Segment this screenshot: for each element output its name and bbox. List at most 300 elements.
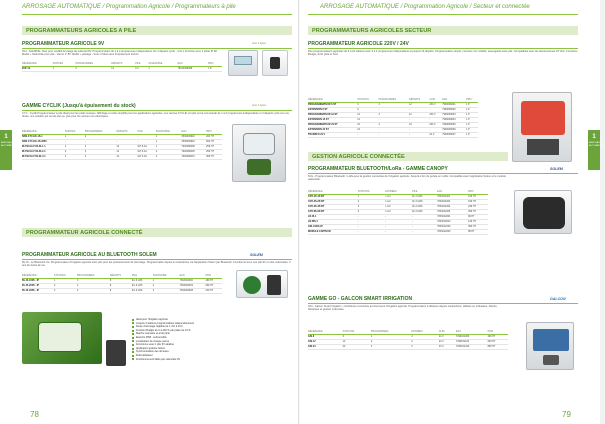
title-underline bbox=[22, 259, 292, 260]
column-header: PILE bbox=[137, 130, 155, 134]
table-cell: - bbox=[412, 214, 437, 219]
spec-table-body bbox=[22, 134, 222, 159]
table-cell: 3530009918 bbox=[181, 139, 206, 144]
feature-list bbox=[132, 318, 282, 361]
valve-icon bbox=[247, 159, 271, 175]
table-cell: - bbox=[412, 229, 437, 234]
table-cell: 649 HT bbox=[488, 339, 508, 344]
product-badge: Avec 4 lignes bbox=[252, 104, 267, 107]
table-cell: 1 bbox=[54, 278, 77, 283]
table-cell: - bbox=[358, 219, 386, 224]
reference-cell: SDN-CYCLIK-1S-2000 bbox=[22, 139, 65, 144]
table-cell: 230 V bbox=[429, 112, 442, 117]
column-header: DÉPARTS bbox=[110, 274, 132, 278]
table-cell: 7290101240 bbox=[456, 344, 488, 349]
table-cell: 1 bbox=[148, 66, 177, 71]
table-cell: 7833011006 bbox=[437, 209, 468, 214]
column-header: PRIX bbox=[466, 98, 478, 102]
table-cell: 78010099998 bbox=[178, 66, 208, 71]
reference-cell: CNY-6S-6P-BT bbox=[308, 209, 358, 214]
table-cell: 7900009006 bbox=[442, 127, 466, 132]
table-cell: 500 HT bbox=[206, 139, 222, 144]
smartphone-icon bbox=[267, 275, 281, 295]
table-cell: - bbox=[137, 139, 155, 144]
table-cell: 1 P bbox=[466, 112, 478, 117]
reference-cell: GSI-24 bbox=[308, 344, 343, 349]
table-cell: 399 HT bbox=[468, 224, 488, 229]
column-header: PRIX bbox=[205, 274, 222, 278]
reference-cell: EXTENSION 12 ST bbox=[308, 117, 357, 122]
column-header: DÉPARTS bbox=[111, 62, 135, 66]
reference-cell: TRANSFO 24 V bbox=[308, 132, 357, 137]
gateway-icon bbox=[543, 355, 559, 365]
table-cell: 8 bbox=[110, 278, 132, 283]
table-cell: - bbox=[429, 107, 442, 112]
column-header: RÉFÉRENCE bbox=[22, 274, 54, 278]
table-cell: 4 bbox=[85, 144, 117, 149]
table-cell: 4 bbox=[85, 154, 117, 159]
product-photo-solenoid bbox=[262, 50, 288, 76]
spec-table-body bbox=[308, 334, 508, 349]
table-cell: - bbox=[429, 127, 442, 132]
table-cell: - bbox=[85, 139, 117, 144]
table-cell: 159 HT bbox=[468, 194, 488, 199]
column-header: PRIX bbox=[468, 190, 488, 194]
table-cell: 9m 9 LR6 bbox=[412, 204, 437, 209]
table-cell: 12 bbox=[343, 339, 371, 344]
terminal-icon bbox=[527, 139, 559, 155]
table-cell: 1 1/2 bbox=[385, 209, 412, 214]
section-title: GESTION AGRICOLE CONNECTÉE bbox=[312, 153, 405, 160]
reference-cell: PROGRAMMATEUR 12 ST bbox=[308, 112, 357, 117]
title-underline bbox=[308, 48, 578, 49]
product-photo-220v bbox=[512, 92, 572, 162]
phone-photo-icon bbox=[106, 340, 126, 366]
solem-logo: SOLEM bbox=[550, 167, 563, 171]
table-cell: 9V/ 6 AA bbox=[137, 144, 155, 149]
controller-body-icon bbox=[243, 133, 275, 155]
table-cell: 259 HT bbox=[206, 144, 222, 149]
table-cell: 7900009004 bbox=[442, 117, 466, 122]
solem-logo: SOLEM bbox=[250, 253, 263, 257]
column-header: PRIX bbox=[488, 330, 508, 334]
table-cell: 24 V bbox=[439, 339, 456, 344]
table-cell: 7900009001 bbox=[442, 102, 466, 107]
table-cell: 4 bbox=[371, 344, 411, 349]
table-cell: 1 P bbox=[466, 132, 478, 137]
feature-item: Multi-utilisateur bbox=[132, 354, 282, 358]
table-cell: 2 bbox=[411, 339, 439, 344]
column-header: PROGRAMMES bbox=[77, 274, 110, 278]
spec-table-body bbox=[22, 66, 222, 71]
table-row bbox=[22, 66, 222, 71]
table-row bbox=[22, 288, 222, 293]
table-cell: 7833011001 bbox=[437, 194, 468, 199]
side-tab-number: 1 bbox=[592, 134, 596, 140]
reference-cell: GW-LORA-IP bbox=[308, 224, 358, 229]
reference-cell: MODULE CAPTEUR bbox=[308, 229, 358, 234]
table-cell: 499 HT bbox=[488, 334, 508, 339]
table-cell: - bbox=[412, 219, 437, 224]
table-cell: 12 bbox=[357, 117, 378, 122]
table-cell: 3 bbox=[379, 102, 409, 107]
feature-item: Fonctionne avec 1 pile 9V alcaline bbox=[132, 343, 282, 347]
table-cell: 9m 9 LR6 bbox=[412, 209, 437, 214]
column-header: SOLÉNOÏDE bbox=[148, 62, 177, 66]
table-cell: 4 bbox=[54, 288, 77, 293]
column-header: EAN bbox=[442, 98, 466, 102]
reference-cell: SDN-CYCLIK-1S-1 bbox=[22, 134, 65, 139]
feature-item: Fonctionnement fiable par solénoïde 9V bbox=[132, 358, 282, 362]
section-title: PROGRAMMATEURS AGRICOLES SECTEUR bbox=[312, 27, 432, 34]
column-header: PRIX bbox=[208, 62, 222, 66]
page-number: 79 bbox=[562, 410, 571, 419]
section-title: PROGRAMMATEURS AGRICOLES A PILE bbox=[26, 27, 137, 34]
table-cell: 24 V bbox=[439, 344, 456, 349]
column-header: RÉFÉRENCE bbox=[22, 62, 53, 66]
feature-item: Fonction Budget de 0 à 200 % par palier de 10 % bbox=[132, 329, 282, 333]
table-cell: 7902080007 bbox=[181, 154, 206, 159]
feature-item: Durée d'arrosage réglable de 1 min à 24 h bbox=[132, 325, 282, 329]
page-left bbox=[0, 0, 300, 424]
product-photo-galcon bbox=[526, 322, 574, 370]
table-cell: 1 1/2 bbox=[385, 199, 412, 204]
table-cell: 7900009007 bbox=[442, 132, 466, 137]
page-header: ARROSAGE AUTOMATIQUE / Programmation Agricole / Programmateurs à pile bbox=[22, 4, 236, 10]
feature-item: Synchronisation des données bbox=[132, 350, 282, 354]
table-cell: 24 V bbox=[429, 132, 442, 137]
table-cell: 259 HT bbox=[206, 149, 222, 154]
table-cell: 99 HT bbox=[468, 214, 488, 219]
table-cell: - bbox=[412, 224, 437, 229]
spec-table bbox=[308, 190, 488, 235]
table-cell: 199 HT bbox=[468, 199, 488, 204]
product-badge: Avec 9 lignes bbox=[252, 42, 267, 45]
spec-table bbox=[22, 130, 222, 160]
table-cell: 2 bbox=[411, 334, 439, 339]
table-cell: 7833012100 bbox=[437, 224, 468, 229]
table-cell: 9m 9 LR6 bbox=[132, 283, 153, 288]
solenoid-icon bbox=[270, 57, 280, 69]
table-cell: 16 bbox=[409, 122, 429, 127]
table-cell: 2 bbox=[65, 144, 85, 149]
bluetooth-controller-icon bbox=[243, 276, 261, 294]
column-header: PILE bbox=[412, 190, 437, 194]
table-cell: - bbox=[409, 127, 429, 132]
column-header: PILE bbox=[135, 62, 148, 66]
feature-item: Localisation de chaque vanne bbox=[132, 340, 282, 344]
table-cell: 12 bbox=[111, 66, 135, 71]
column-header: ENTRÉES bbox=[385, 190, 412, 194]
product-description: Des programmateurs agricoles de 6 à 24 stations avec 2 à 4 programmes indépendants et jusqu'à 16 départs. Programmation simple, mémoire non volatile, sauvegarde sans pile. Compatibles avec les électrovannes 24 VAC. Fonctions Budget, Arrêt pluie et Test. bbox=[308, 50, 578, 57]
table-cell: - bbox=[116, 134, 137, 139]
controller-red-icon bbox=[521, 101, 565, 135]
table-cell: - bbox=[385, 219, 412, 224]
table-cell: 2 bbox=[65, 149, 85, 154]
table-cell: 7900009003 bbox=[442, 112, 466, 117]
table-cell: 9m 9 LR6 bbox=[412, 199, 437, 204]
table-cell: 4 bbox=[371, 334, 411, 339]
table-cell: 6 bbox=[358, 209, 386, 214]
table-cell: 7290101120 bbox=[456, 339, 488, 344]
table-cell: 7833004304 bbox=[180, 283, 206, 288]
lcd-screen-icon bbox=[234, 56, 252, 65]
product-description: CYC - Cyclik Programmateur à pile Ideal pour les petits réseaux. Affichage et code simplifié pour les applications agricoles. Les vannes CYCLIK ont pile ont la commande de 1 à 2 programmes indépendants et 4 départs cycle sur une durée, une solution qui est de plus en plus pour les vannes non électriques. bbox=[22, 112, 289, 119]
table-cell: 6 bbox=[357, 102, 378, 107]
table-cell: 4 bbox=[358, 204, 386, 209]
title-underline bbox=[308, 173, 578, 174]
table-cell: 2 bbox=[54, 283, 77, 288]
table-cell: 1 bbox=[65, 134, 85, 139]
spec-table-body bbox=[308, 194, 488, 234]
table-cell: 8 bbox=[110, 283, 132, 288]
table-cell: - bbox=[357, 132, 378, 137]
reference-cell: IR-TECH-CYCLIK-4-1 bbox=[22, 154, 65, 159]
table-cell: 89 HT bbox=[468, 229, 488, 234]
column-header: EAN bbox=[178, 62, 208, 66]
reference-cell: GSI-12 bbox=[308, 339, 343, 344]
table-cell: 9m 9 LR6 bbox=[132, 288, 153, 293]
table-cell: 4 bbox=[371, 339, 411, 344]
column-header: SOLÉNOÏDE bbox=[156, 130, 182, 134]
column-header: RÉFÉRENCE bbox=[308, 330, 343, 334]
table-cell: 1 1/2 bbox=[385, 204, 412, 209]
table-row bbox=[308, 132, 478, 137]
column-header: RÉFÉRENCE bbox=[308, 190, 358, 194]
table-cell: 7833011004 bbox=[437, 204, 468, 209]
product-title: GAMME GO - GALCON SMART IRRIGATION bbox=[308, 296, 413, 302]
reference-cell: GSI-6 bbox=[308, 334, 343, 339]
table-cell: 230 V bbox=[429, 122, 442, 127]
spec-table bbox=[308, 330, 508, 350]
reference-cell: CNY-2S-2P-BT bbox=[308, 199, 358, 204]
table-cell: - bbox=[379, 117, 409, 122]
column-header: DÉPARTS bbox=[409, 98, 429, 102]
table-cell: 7833012200 bbox=[437, 229, 468, 234]
header-rule bbox=[308, 14, 578, 15]
feature-item: Marche manuelle et arrêt pluie bbox=[132, 332, 282, 336]
side-tab-label: ARROSAGE AUTOMATIQUE bbox=[589, 142, 605, 147]
table-cell: 12 bbox=[409, 102, 429, 107]
column-header: ENTRÉES bbox=[411, 330, 439, 334]
table-cell: 6 bbox=[343, 334, 371, 339]
column-header: SORTIES bbox=[65, 130, 85, 134]
section-side-tab[interactable] bbox=[0, 130, 17, 170]
table-cell: 2 bbox=[153, 283, 180, 288]
product-photo-cyclik bbox=[232, 124, 286, 182]
product-title: GAMME CYCLIK (Jusqu'à épuisement du stock) bbox=[22, 103, 136, 109]
column-header: EAN bbox=[437, 190, 468, 194]
page-header: ARROSAGE AUTOMATIQUE / Programmation Agricole / Secteur et connectée bbox=[320, 4, 530, 10]
title-underline bbox=[22, 110, 292, 111]
table-cell: 1 bbox=[156, 134, 182, 139]
column-header: SOLÉNOÏDE bbox=[153, 274, 180, 278]
column-header: PROGRAMMES bbox=[75, 62, 111, 66]
table-row bbox=[308, 229, 488, 234]
product-description: SOL - Programmateur Bluetooth / LoRa pour la gestion connectée de l'irrigation agricole. Jusqu'à 2 km de portée en LoRa. Compatible avec l'application Solem et le module passerelle. bbox=[308, 175, 506, 182]
column-header: STATIONS bbox=[54, 274, 77, 278]
spec-table bbox=[308, 98, 478, 138]
table-cell: - bbox=[137, 134, 155, 139]
table-cell: - bbox=[379, 127, 409, 132]
table-cell: - bbox=[385, 229, 412, 234]
title-underline bbox=[22, 48, 292, 49]
section-title: PROGRAMMATEUR AGRICOLE CONNECTÉ bbox=[26, 229, 143, 236]
table-cell: 4 bbox=[77, 288, 110, 293]
product-title: PROGRAMMATEUR BLUETOOTH/LoRa - GAMME CANOPY bbox=[308, 166, 448, 172]
table-cell: 2 bbox=[411, 344, 439, 349]
table-cell: - bbox=[385, 214, 412, 219]
table-cell: 24 bbox=[357, 127, 378, 132]
reference-cell: 9VP-1A bbox=[22, 66, 53, 71]
table-cell: 1 1/2 bbox=[385, 194, 412, 199]
table-cell: 1 bbox=[156, 144, 182, 149]
table-cell: 1 bbox=[53, 66, 76, 71]
table-cell: 12 bbox=[116, 149, 137, 154]
column-header: SORTIES bbox=[53, 62, 76, 66]
product-description: BL-IS - Le Bluetooth vie. Programmateur d'irrigation agricole sans pile pour les professionnels de l'arrosage. Programmable depuis le smartphone via l'application Solem par Bluetooth. Fonctionne avec une pile 9V ou des solénoïdes, 3 ans de durée de vie. bbox=[22, 261, 291, 268]
table-cell: 189 HT bbox=[205, 278, 222, 283]
table-cell: 9V/ 6 AA bbox=[137, 149, 155, 154]
column-header: PROGRAMMES bbox=[379, 98, 409, 102]
reference-cell: CNY-4S-4P-BT bbox=[308, 204, 358, 209]
canopy-device-icon bbox=[523, 197, 565, 229]
spec-table-body bbox=[22, 278, 222, 293]
column-header: STATIONS bbox=[357, 98, 378, 102]
reference-cell: BL-IS-400S - IP bbox=[22, 288, 54, 293]
table-cell: 7833012001 bbox=[437, 214, 468, 219]
reference-cell: BL-IS-100S - IP bbox=[22, 278, 54, 283]
page-number: 78 bbox=[30, 410, 39, 419]
table-cell: 3 bbox=[77, 278, 110, 283]
table-cell: - bbox=[65, 139, 85, 144]
column-header: PILE bbox=[132, 274, 153, 278]
feature-item: Jusqu'à 4 stations programmables indépendamment bbox=[132, 322, 282, 326]
page-right bbox=[300, 0, 605, 424]
table-cell: 200 HT bbox=[206, 134, 222, 139]
column-header: PROGRAMMES bbox=[85, 130, 117, 134]
table-cell: - bbox=[409, 117, 429, 122]
section-side-tab[interactable] bbox=[588, 130, 605, 170]
table-cell: 319 HT bbox=[205, 288, 222, 293]
product-photo-green bbox=[22, 312, 102, 364]
table-cell: 230 V bbox=[429, 102, 442, 107]
spec-table-body bbox=[308, 102, 478, 137]
table-cell: - bbox=[358, 214, 386, 219]
column-header: RÉFÉRENCE bbox=[22, 130, 65, 134]
table-cell: 2 bbox=[156, 149, 182, 154]
feature-item: Application gratuite Solem bbox=[132, 347, 282, 351]
table-cell: 7833004308 bbox=[180, 288, 206, 293]
table-cell: 8 bbox=[110, 288, 132, 293]
table-cell: 24 bbox=[343, 344, 371, 349]
table-cell: 899 HT bbox=[488, 344, 508, 349]
table-cell: 12 bbox=[409, 112, 429, 117]
table-cell: - bbox=[385, 224, 412, 229]
table-cell: 7290101060 bbox=[456, 334, 488, 339]
table-cell: 4 bbox=[379, 122, 409, 127]
reference-cell: LR-MS-4 bbox=[308, 219, 358, 224]
table-cell: 7833004300 bbox=[180, 278, 206, 283]
product-photo-9v bbox=[228, 50, 258, 76]
table-cell: 7900009002 bbox=[442, 107, 466, 112]
table-cell: 12 bbox=[357, 112, 378, 117]
reference-cell: IR-TECH-CYCLIK-2-1 bbox=[22, 149, 65, 154]
table-cell: 12 bbox=[116, 144, 137, 149]
table-cell: 2 bbox=[75, 66, 111, 71]
table-cell: 249 HT bbox=[468, 204, 488, 209]
column-header: EAN bbox=[180, 274, 206, 278]
table-cell: 1 bbox=[358, 194, 386, 199]
product-title: PROGRAMMATEUR AGRICOLE AU BLUETOOTH SOLEM bbox=[22, 252, 157, 258]
table-cell: 12 bbox=[116, 154, 137, 159]
product-description: 9V4 - Solu9Pille. Stop pour modifié Arrosage de solénoïd 9V. Programmation de 1 à 2 programmes indépendants. De 4 départs cycle - mini 1 Fonction sous 1 pilote IP 68 Model + Solénoïde pour pile - Vanne 1" 8h. Model + pilotage - Sous 3 Mois sans fil ajustement fournis bbox=[22, 50, 217, 57]
feature-item: Etanche IP68 - submersible bbox=[132, 336, 282, 340]
table-cell: 9m 9 LR6 bbox=[132, 278, 153, 283]
reference-cell: IR-TECH-CYCLIK-1-1 bbox=[22, 144, 65, 149]
table-cell: - bbox=[379, 132, 409, 137]
column-header: STATIONS bbox=[358, 190, 386, 194]
table-cell: 1 P bbox=[466, 102, 478, 107]
table-cell: 7902080008 bbox=[181, 144, 206, 149]
table-cell: - bbox=[379, 107, 409, 112]
table-cell: 2 bbox=[358, 199, 386, 204]
table-cell: 4 bbox=[85, 149, 117, 154]
product-title: PROGRAMMATEUR AGRICOLE 220V / 24V bbox=[308, 41, 409, 47]
column-header: STATIONS bbox=[343, 330, 371, 334]
table-cell: 9 V bbox=[135, 66, 148, 71]
table-cell: 4 bbox=[153, 288, 180, 293]
product-photo-canopy bbox=[514, 190, 572, 234]
table-cell: - bbox=[358, 224, 386, 229]
table-cell: 7902080025 bbox=[181, 149, 206, 154]
table-cell: 1 P bbox=[466, 122, 478, 127]
reference-cell: EXTENSION 6 ST bbox=[308, 107, 357, 112]
table-cell: 24 V bbox=[439, 334, 456, 339]
table-cell: 359 HT bbox=[206, 154, 222, 159]
column-header: ALIM. bbox=[429, 98, 442, 102]
column-header: RÉFÉRENCE bbox=[308, 98, 357, 102]
table-cell: 299 HT bbox=[468, 209, 488, 214]
table-cell: 1 bbox=[156, 139, 182, 144]
table-cell: 1 P bbox=[208, 66, 222, 71]
spec-table bbox=[22, 62, 222, 72]
reference-cell: BL-IS-200S - IP bbox=[22, 283, 54, 288]
table-cell: 4 bbox=[156, 154, 182, 159]
table-cell: - bbox=[116, 139, 137, 144]
table-cell: 3530009918 bbox=[181, 134, 206, 139]
table-cell: 4 bbox=[77, 283, 110, 288]
table-cell: 1 P bbox=[466, 127, 478, 132]
column-header: DÉPARTS bbox=[116, 130, 137, 134]
table-cell: - bbox=[429, 117, 442, 122]
table-cell: 9V/ 6 AA bbox=[137, 154, 155, 159]
table-cell: 6 bbox=[357, 107, 378, 112]
column-header: EAN bbox=[456, 330, 488, 334]
table-cell: 1 bbox=[153, 278, 180, 283]
table-cell: 2 bbox=[85, 134, 117, 139]
table-cell: 7833012004 bbox=[437, 219, 468, 224]
title-underline bbox=[308, 303, 578, 304]
table-cell: 3 bbox=[379, 112, 409, 117]
side-tab-label: ARROSAGE AUTOMATIQUE bbox=[1, 142, 17, 147]
reference-cell: PROGRAMMATEUR 24 ST bbox=[308, 122, 357, 127]
reference-cell: LR-IS-1 bbox=[308, 214, 358, 219]
side-tab-number: 1 bbox=[4, 134, 8, 140]
controller-photo-icon bbox=[38, 322, 82, 352]
reference-cell: EXTENSION 24 ST bbox=[308, 127, 357, 132]
product-description: GSI - Galcon Smart Irrigation : contrôleurs connectés au cloud pour l'irrigation agricole. Programmation à distance depuis smartphone, tablette ou ordinateur. Alertes, historique et gestion multi-sites. bbox=[308, 305, 498, 312]
